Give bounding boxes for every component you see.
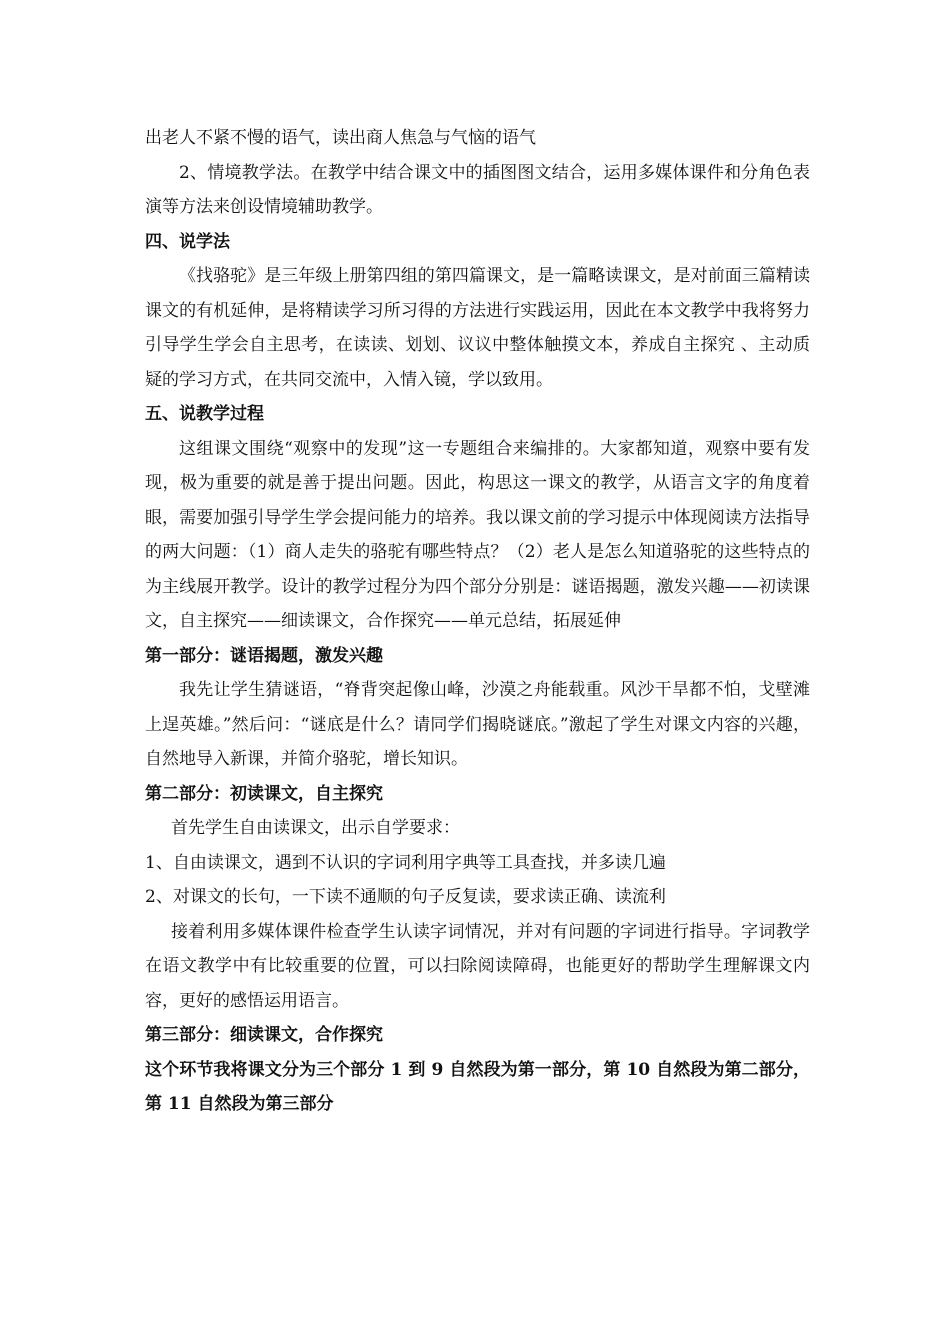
section-heading: 第二部分：初读课文，自主探究 bbox=[145, 783, 383, 804]
paragraph: 接着利用多媒体课件检查学生认读字词情况，并对有问题的字词进行指导。字词教学在语文教学中有比较重要的位置，可以扫除阅读障碍，也能更好的帮助学生理解课文内容，更好的感悟运用语言。 bbox=[145, 921, 810, 1011]
bold-paragraph: 这个环节我将课文分为三个部分 1 到 9 自然段为第一部分，第 10 自然段为第二部分，第 11 自然段为第三部分 bbox=[145, 1059, 810, 1114]
section-heading: 第三部分：细读课文，合作探究 bbox=[145, 1025, 383, 1045]
list-item: 2、对课文的长句，一下读不通顺的句子反复读，要求读正确、读流利 bbox=[145, 887, 666, 907]
section-heading: 四、说学法 bbox=[145, 231, 230, 252]
section-heading: 五、说教学过程 bbox=[145, 404, 264, 424]
paragraph: 《找骆驼》是三年级上册第四组的第四篇课文，是一篇略读课文，是对前面三篇精读课文的有机延伸，是将精读学习所习得的方法进行实践运用，因此在本文教学中我将努力引导学生学会自主思考，在读读、划划、议议中整体触摸文本，养成自主探究 、主动质疑的学习方式，在共同交流中，入情入镜，学以致用。 bbox=[145, 266, 810, 390]
section-heading: 第一部分：谜语揭题，激发兴趣 bbox=[145, 645, 383, 666]
paragraph: 2、情境教学法。在教学中结合课文中的插图图文结合，运用多媒体课件和分角色表演等方法来创设情境辅助教学。 bbox=[145, 162, 810, 217]
list-item: 1、自由读课文，遇到不认识的字词利用字典等工具查找，并多读几遍 bbox=[145, 852, 666, 873]
document-body bbox=[145, 121, 810, 1122]
paragraph: 首先学生自由读课文，出示自学要求： bbox=[171, 818, 460, 838]
paragraph: 我先让学生猜谜语，“脊背突起像山峰，沙漠之舟能载重。风沙干旱都不怕，戈壁滩上逞英雄。”然后问：“谜底是什么？请同学们揭晓谜底。”激起了学生对课文内容的兴趣，自然地导入新课，并简介骆驼，增长知识。 bbox=[145, 680, 810, 769]
paragraph: 这组课文围绕“观察中的发现”这一专题组合来编排的。大家都知道，观察中要有发现，极为重要的就是善于提出问题。因此，构思这一课文的教学，从语言文字的角度着眼，需要加强引导学生学会提问能力的培养。我以课文前的学习提示中体现阅读方法指导的两大问题：（1）商人走失的骆驼有哪些特点？（2）老人是怎么知道骆驼的这些特点的 为主线展开教学。设计的教学过程分为四个部分分别是：谜语揭题，激发兴趣——初读课文，自主探究——细读课文，合作探究——单元总结，拓展延伸 bbox=[145, 438, 810, 631]
paragraph: 出老人不紧不慢的语气，读出商人焦急与气恼的语气 bbox=[145, 128, 536, 148]
